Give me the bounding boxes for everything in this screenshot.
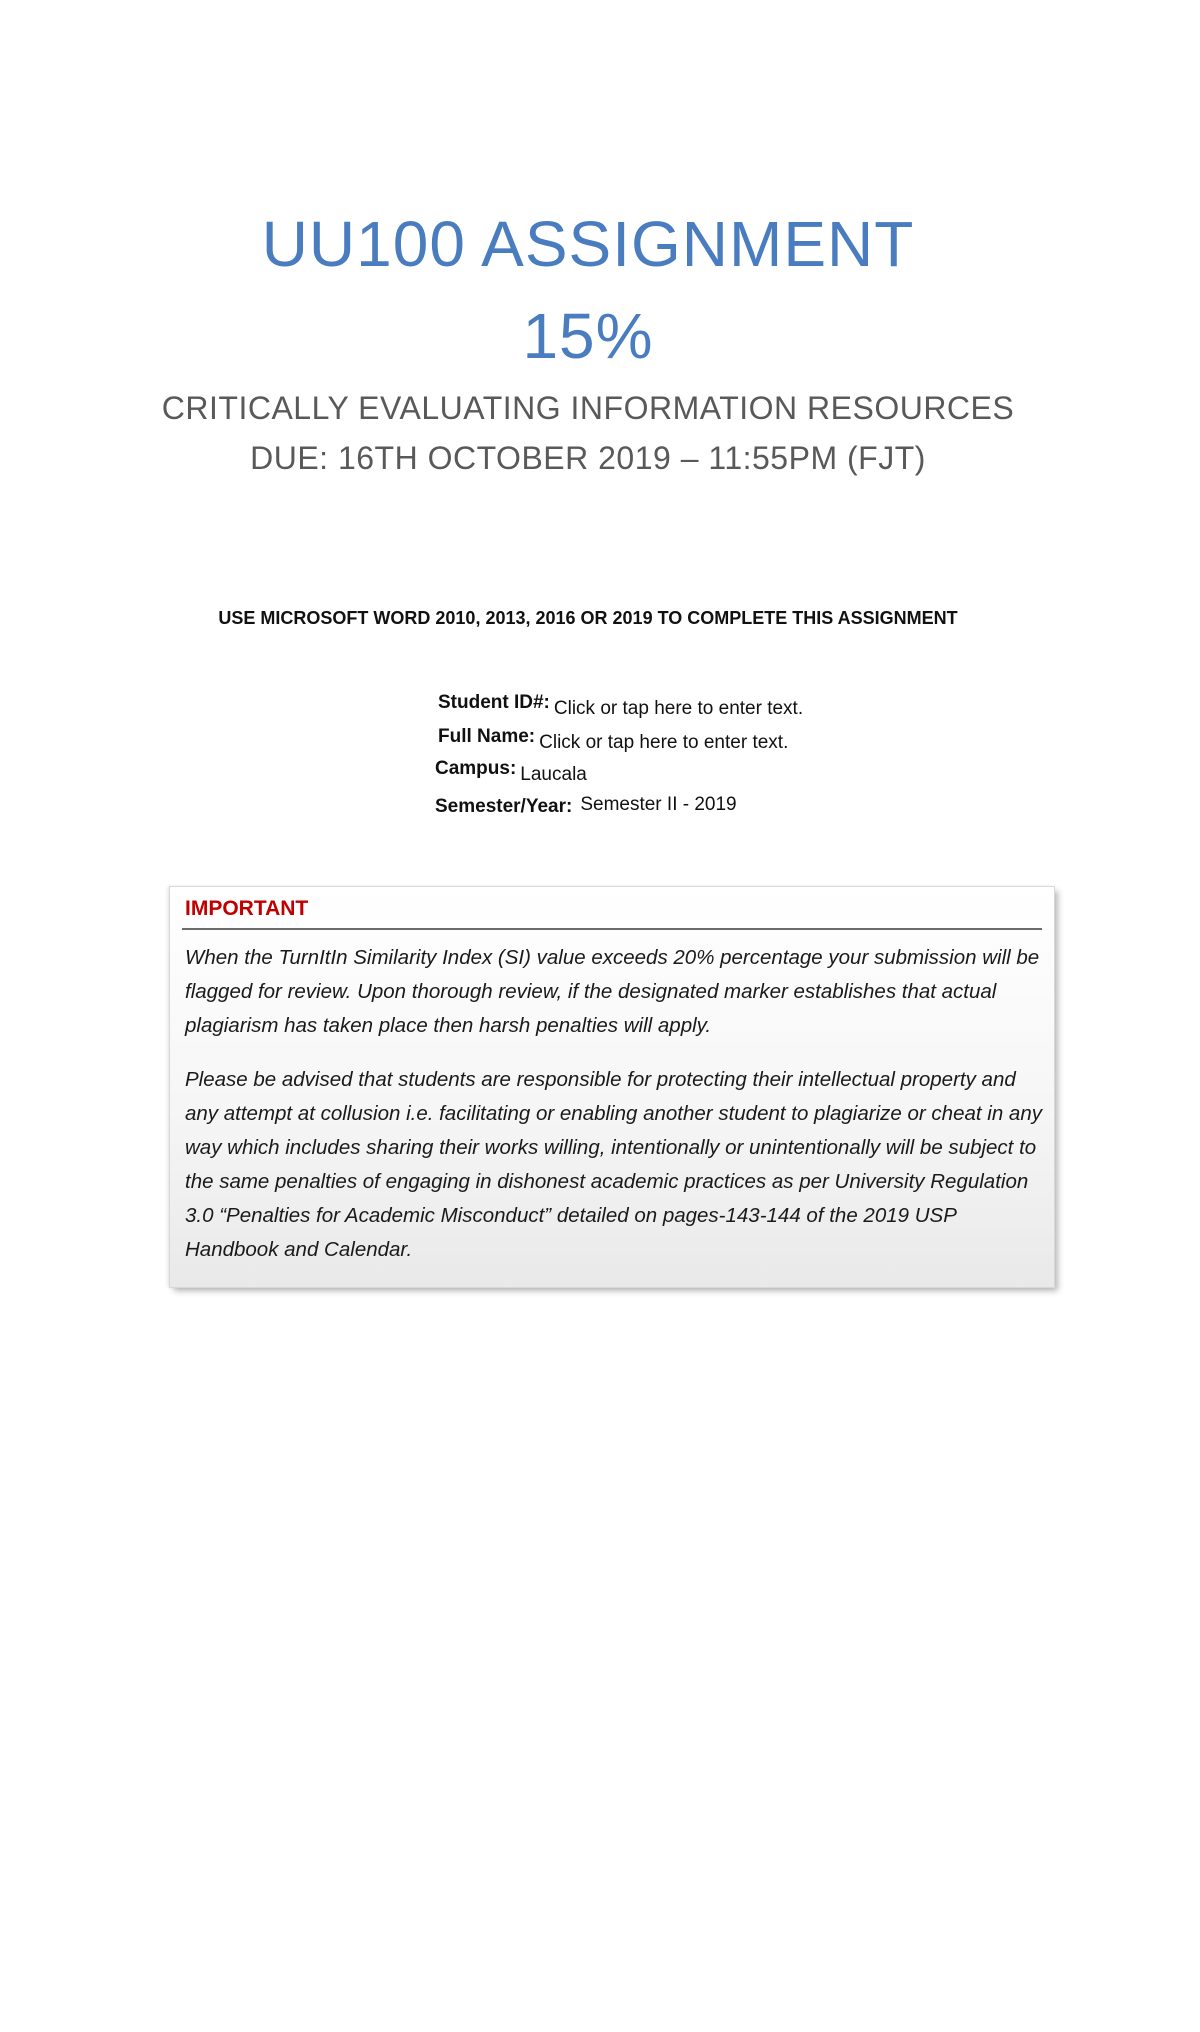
semester-row (435, 795, 737, 819)
campus-row (435, 757, 587, 785)
software-instruction: USE MICROSOFT WORD 2010, 2013, 2016 OR 2019 TO COMPLETE THIS ASSIGNMENT (218, 608, 958, 628)
student-id-row (438, 691, 804, 719)
campus-label: Campus: (435, 758, 517, 779)
important-heading: IMPORTANT (185, 897, 309, 920)
full-name-row (438, 725, 789, 753)
semester-label: Semester/Year: (435, 796, 573, 817)
due-date: DUE: 16TH OCTOBER 2019 – 11:55PM (FJT) (250, 440, 926, 476)
document-title: UU100 ASSIGNMENT (261, 208, 915, 280)
document-subtitle: CRITICALLY EVALUATING INFORMATION RESOURCES (161, 390, 1015, 426)
full-name-label: Full Name: (438, 726, 536, 747)
campus-value[interactable]: Laucala (520, 764, 587, 785)
student-id-label: Student ID#: (438, 692, 550, 713)
full-name-field[interactable]: Click or tap here to enter text. (539, 732, 789, 753)
student-id-field[interactable]: Click or tap here to enter text. (553, 698, 804, 719)
plagiarism-notice-paragraph: When the TurnItIn Similarity Index (SI) value exceeds 20% percentage your submission will be flagged for review. Upon thorough review, if the designated marker establishes that actual plagiarism has taken place then harsh penalties will apply. (185, 946, 1040, 1037)
semester-value[interactable]: Semester II - 2019 (580, 794, 737, 815)
important-notice-box (170, 887, 1054, 1287)
collusion-notice-paragraph: Please be advised that students are responsible for protecting their intellectual property and any attempt at collusion i.e. facilitating or enabling another student to plagiarize or cheat in any way which includes sharing their works willing, intentionally or unintentionally will be subject to the same penalties of engaging in dishonest academic practices as per University Regulation 3.0 “Penalties for Academic Misconduct” detailed on pages-143-144 of the 2019 USP Handbook and Calendar. (185, 1068, 1042, 1261)
heading-divider (182, 928, 1042, 930)
assignment-weight: 15% (522, 300, 654, 372)
